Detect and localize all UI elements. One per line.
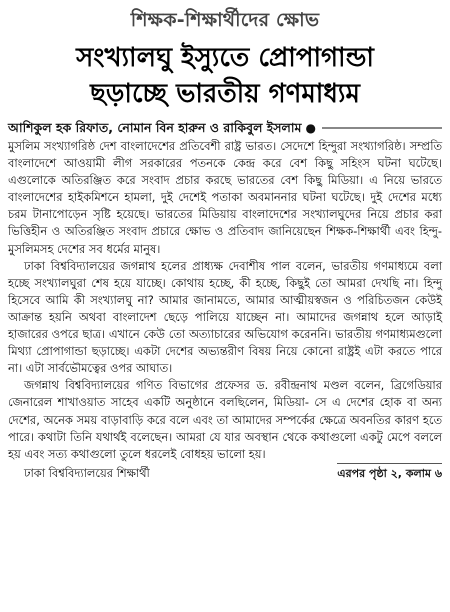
article-paragraph-3: জগন্নাথ বিশ্ববিদ্যালয়ের গণিত বিভাগের প্রফেসর ড. রবীন্দ্রনাথ মণ্ডল বলেন, ব্রিগেডিয়ার জেনারেল শাখাওয়াত সাহেব একটি অনুষ্ঠানে বলছিলেন, মিডিয়া- সে এ দেশের হোক বা অন্য দেশের, অনেক সময় বাড়াবাড়ি করে বলে এবং তা আমাদের সম্পর্কের ক্ষেত্রে অবনতির কারণ হতে পারে। কথাটা তিনি যথার্থই বলেছেন। আমরা যে যার অবস্থান থেকে কথাগুলো একটু মেপে বললে হয় এবং সত্য কথাগুলো তুলে ধরলেই বোধহয় ভালো হয়। xyxy=(8,378,442,461)
byline-rule xyxy=(322,127,442,129)
article-paragraph-2: ঢাকা বিশ্ববিদ্যালয়ের জগন্নাথ হলের প্রাধ্যক্ষ দেবাশীষ পাল বলেন, ভারতীয় গণমাধ্যমে বলা হচ্ছে সংখ্যালঘুরা শেষ হয়ে যাচ্ছে। কোথায় হচ্ছে, কী হচ্ছে, কিছুই তো আমরা দেখছি না। হিন্দু হিসেবে আমি কী সংখ্যালঘু না? আমার জানামতে, আমার আত্মীয়স্বজন ও পরিচিতজন কেউই আক্রান্ত হয়নি অথবা বাংলাদেশ ছেড়ে পালিয়ে যাচ্ছেন না। আমাদের জগন্নাথ হলে আড়াই হাজারের ওপরে ছাত্র। এখানে কেউ তো অত্যাচারের অভিযোগ করেননি। ভারতীয় গণমাধ্যমগুলো মিথ্যা প্রোপাগান্ডা ছড়াচ্ছে। একটা দেশের অভ্যন্তরীণ বিষয় নিয়ে কোনো রাষ্ট্রই এটা করতে পারে না। এটা সার্বভৌমত্বের ওপর আঘাত। xyxy=(8,258,442,376)
headline-line-1: সংখ্যালঘু ইস্যুতে প্রোপাগান্ডা xyxy=(76,43,374,73)
byline-marker: ● xyxy=(305,121,316,135)
article-paragraph-1: মুসলিম সংখ্যাগরিষ্ঠ দেশ বাংলাদেশের প্রতিবেশী রাষ্ট্র ভারত। সেদেশে হিন্দুরা সংখ্যাগরিষ্ঠ। সম্প্রতি বাংলাদেশে আওয়ামী লীগ সরকারের পতনকে কেন্দ্র করে বেশ কিছু সহিংস ঘটনা ঘটেছে। এগুলোকে অতিরঞ্জিত করে সংবাদ প্রচার করছে ভারতের বেশ কিছু মিডিয়া। এ নিয়ে ভারতে বাংলাদেশের হাইকমিশনে হামলা, দুই দেশেই পতাকা অবমাননার ঘটনা ঘটেছে। দুই দেশের মধ্যে চরম টানাপোড়েন সৃষ্টি হয়েছে। ভারতের মিডিয়ায় বাংলাদেশের সংখ্যালঘুদের নিয়ে প্রচার করা ভিত্তিহীন ও অতিরঞ্জিত সংবাদ প্রচারে ক্ষোভ ও প্রতিবাদ জানিয়েছেন শিক্ষক-শিক্ষার্থী এবং হিন্দু-মুসলিমসহ দেশের সব ধর্মের মানুষ। xyxy=(8,139,442,256)
article-body xyxy=(8,138,442,463)
article-kicker: শিক্ষক-শিক্ষার্থীদের ক্ষোভ xyxy=(130,9,320,31)
headline-line-2: ছড়াচ্ছে ভারতীয় গণমাধ্যম xyxy=(90,79,360,109)
article-headline xyxy=(8,40,442,112)
continue-note[interactable]: এরপর পৃষ্ঠা ২, কলাম ৬ xyxy=(337,463,442,482)
byline-authors: আশিকুল হক রিফাত, নোমান বিন হারুন ও রাকিবুল ইসলাম xyxy=(8,120,302,135)
article-footer xyxy=(8,463,442,482)
footer-caption: ঢাকা বিশ্ববিদ্যালয়ের শিক্ষার্থী xyxy=(24,465,150,480)
byline-row xyxy=(8,120,442,136)
